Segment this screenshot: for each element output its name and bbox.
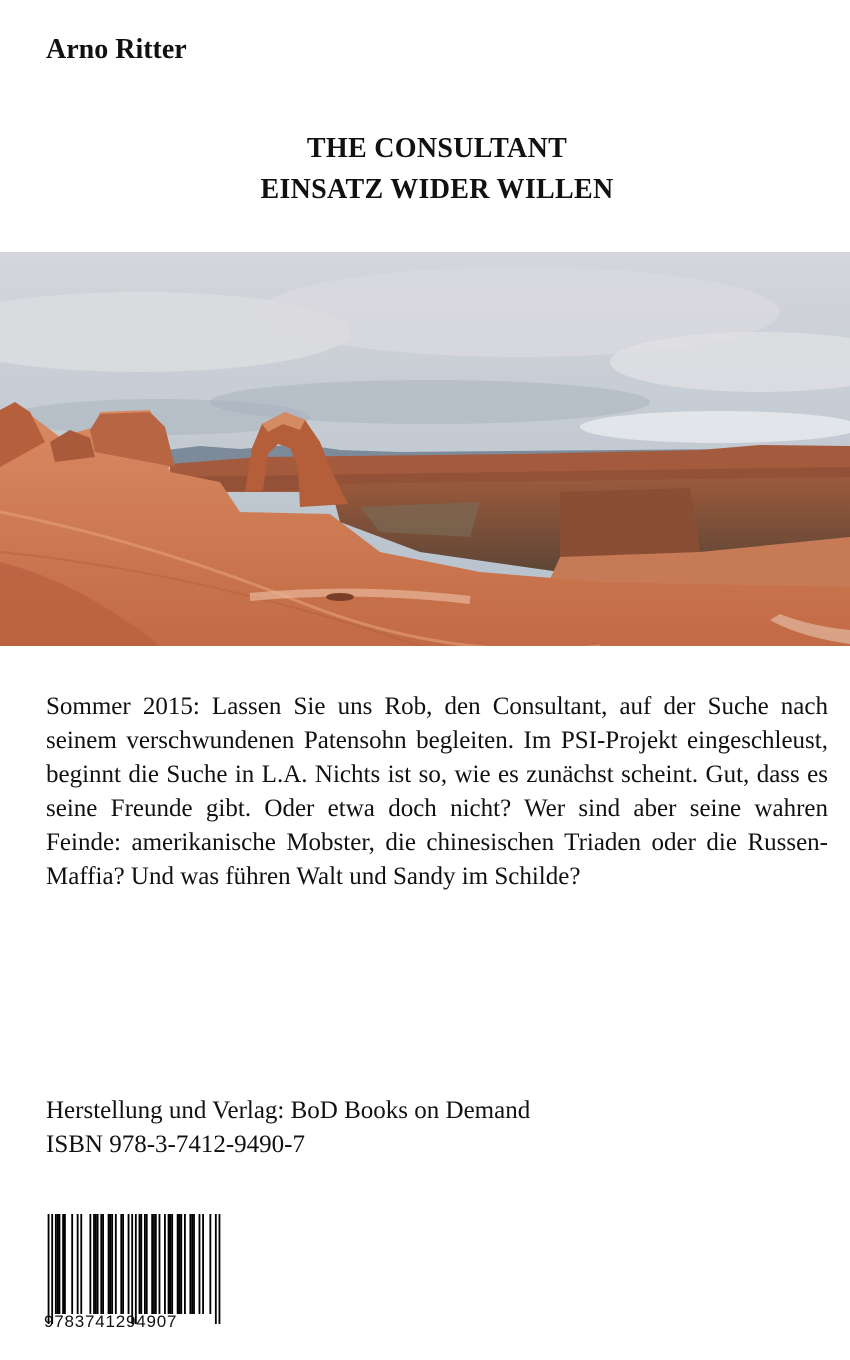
barcode-bar — [159, 1214, 161, 1314]
author-name: Arno Ritter — [46, 34, 187, 65]
barcode-bar — [153, 1214, 155, 1314]
isbn-line: ISBN 978-3-7412-9490-7 — [46, 1131, 306, 1158]
barcode-digits: 9783741294907 — [44, 1312, 178, 1331]
barcode-bar — [193, 1214, 195, 1314]
barcode-bar — [131, 1214, 133, 1324]
barcode-bar — [115, 1214, 117, 1314]
barcode-bar — [109, 1214, 111, 1314]
book-title — [0, 128, 850, 210]
barcode-bar — [100, 1214, 102, 1314]
barcode-bar — [189, 1214, 191, 1314]
barcode-bar — [111, 1214, 113, 1314]
title-line-2: EINSATZ WIDER WILLEN — [260, 174, 614, 205]
barcode-bar — [151, 1214, 153, 1314]
barcode-bar — [120, 1214, 122, 1314]
barcode-bar — [219, 1214, 221, 1324]
title-line-1: THE CONSULTANT — [306, 133, 568, 164]
barcode-bar — [51, 1214, 53, 1324]
barcode-bar — [164, 1214, 166, 1314]
barcode-bar — [139, 1214, 141, 1314]
barcode-bar — [57, 1214, 59, 1314]
barcode-bar — [59, 1214, 61, 1314]
barcode-bar — [191, 1214, 193, 1314]
barcode-bar — [144, 1214, 146, 1314]
barcode-bar — [202, 1214, 204, 1314]
barcode-bar — [62, 1214, 64, 1314]
barcode-bar — [180, 1214, 182, 1314]
barcode-bar — [128, 1214, 130, 1314]
cover-photo-delicate-arch — [0, 252, 850, 646]
barcode-bar — [146, 1214, 148, 1314]
barcode-bar — [171, 1214, 173, 1314]
barcode-bar — [48, 1214, 50, 1324]
barcode-bar — [135, 1214, 137, 1324]
barcode-bar — [140, 1214, 142, 1314]
barcode-bar — [95, 1214, 97, 1314]
barcode-bar — [184, 1214, 186, 1314]
barcode-bar — [209, 1214, 211, 1314]
barcode-bar — [199, 1214, 201, 1314]
barcode-bar — [55, 1214, 57, 1314]
barcode-bar — [169, 1214, 171, 1314]
barcode-bar — [122, 1214, 124, 1314]
barcode-bar — [168, 1214, 170, 1314]
barcode-bar — [177, 1214, 179, 1314]
barcode-bar — [89, 1214, 91, 1314]
barcode-bar — [108, 1214, 110, 1314]
barcode-bar — [64, 1214, 66, 1314]
barcode-bar — [80, 1214, 82, 1314]
imprint — [46, 1094, 530, 1162]
blurb-text: Sommer 2015: Lassen Sie uns Rob, den Consultant, auf der Suche nach seinem verschwundenen Patensohn begleiten. Im PSI-Projekt eingeschleust, beginnt die Suche in L.A. Nichts ist so, wie es zunächst scheint. Gut, dass es seine Freunde gibt. Oder etwa doch nicht? Wer sind aber seine wahren Feinde: amerikanische Mobster, die chinesischen Triaden oder die Russen-Maffia? Und was führen Walt und Sandy im Schilde? — [46, 693, 828, 890]
barcode-bar — [179, 1214, 181, 1314]
barcode-bar — [93, 1214, 95, 1314]
barcode-bar — [155, 1214, 157, 1314]
barcode-bar — [215, 1214, 217, 1324]
barcode-bar — [97, 1214, 99, 1314]
publisher-line: Herstellung und Verlag: BoD Books on Demand — [46, 1097, 531, 1124]
barcode-bar — [77, 1214, 79, 1314]
barcode-bar — [71, 1214, 73, 1314]
barcode-bar — [102, 1214, 104, 1314]
